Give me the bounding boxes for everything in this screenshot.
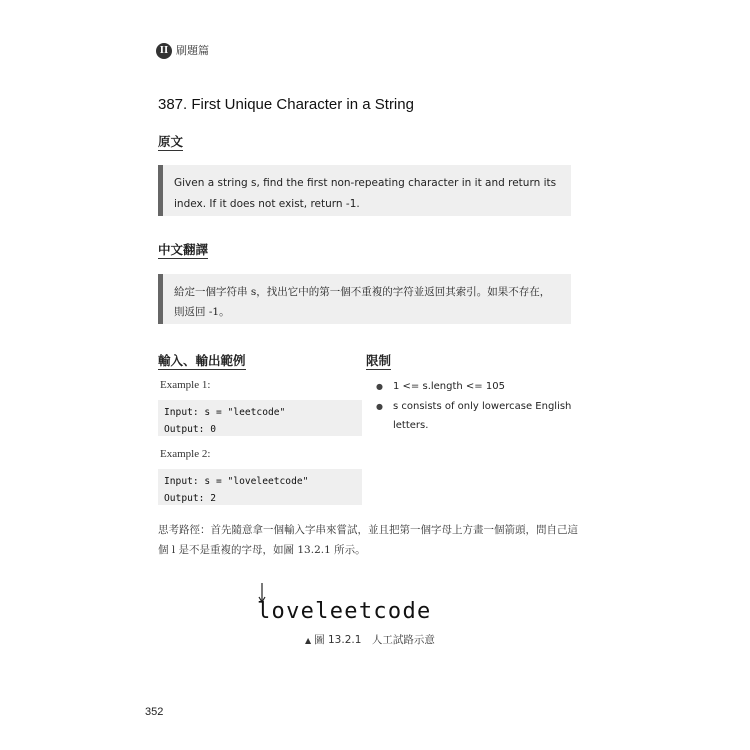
constraint-item: ● 1 <= s.length <= 105 <box>376 377 576 397</box>
figure-caption: ▲ 圖 13.2.1 人工試路示意 <box>305 634 435 646</box>
bullet-icon: ● <box>376 382 383 391</box>
example-1-input: Input: s = "leetcode" <box>164 407 286 418</box>
translation-heading: 中文翻譯 <box>158 242 209 257</box>
figure-word: loveleetcode <box>257 599 432 624</box>
part-label: 刷題篇 <box>176 44 209 57</box>
example-1-code-block <box>158 400 362 436</box>
thinking-paragraph: 思考路徑：首先隨意拿一個輸入字串來嘗試，並且把第一個字母上方畫一個箭頭，問自己這個 l 是不是重複的字母，如圖 13.2.1 所示。 <box>158 524 578 556</box>
examples-heading: 輸入、輸出範例 <box>158 353 246 368</box>
translation-quote-box <box>158 274 571 324</box>
constraint-item: ● s consists of only lowercase English letters. <box>376 397 576 436</box>
triangle-icon: ▲ <box>305 636 312 645</box>
example-2-input: Input: s = "loveleetcode" <box>164 476 309 487</box>
original-quote-box <box>158 165 571 216</box>
example-1-label: Example 1: <box>160 379 211 391</box>
translation-text: 給定一個字符串 s，找出它中的第一個不重複的字符並返回其索引。如果不存在，則返回 -1。 <box>174 286 551 318</box>
constraints-list <box>376 377 576 436</box>
part-badge: II <box>156 43 172 59</box>
example-2-label: Example 2: <box>160 448 211 460</box>
problem-title: 387. First Unique Character in a String <box>158 96 414 113</box>
page-number: 352 <box>145 706 164 718</box>
example-2-output: Output: 2 <box>164 493 216 504</box>
example-2-code-block <box>158 469 362 505</box>
bullet-icon: ● <box>376 401 383 411</box>
constraints-heading: 限制 <box>366 353 392 368</box>
original-text: Given a string s, find the first non-repeating character in it and return its index. If it does not exist, return -1. <box>174 177 557 210</box>
example-1-output: Output: 0 <box>164 424 216 435</box>
original-heading: 原文 <box>158 134 184 149</box>
